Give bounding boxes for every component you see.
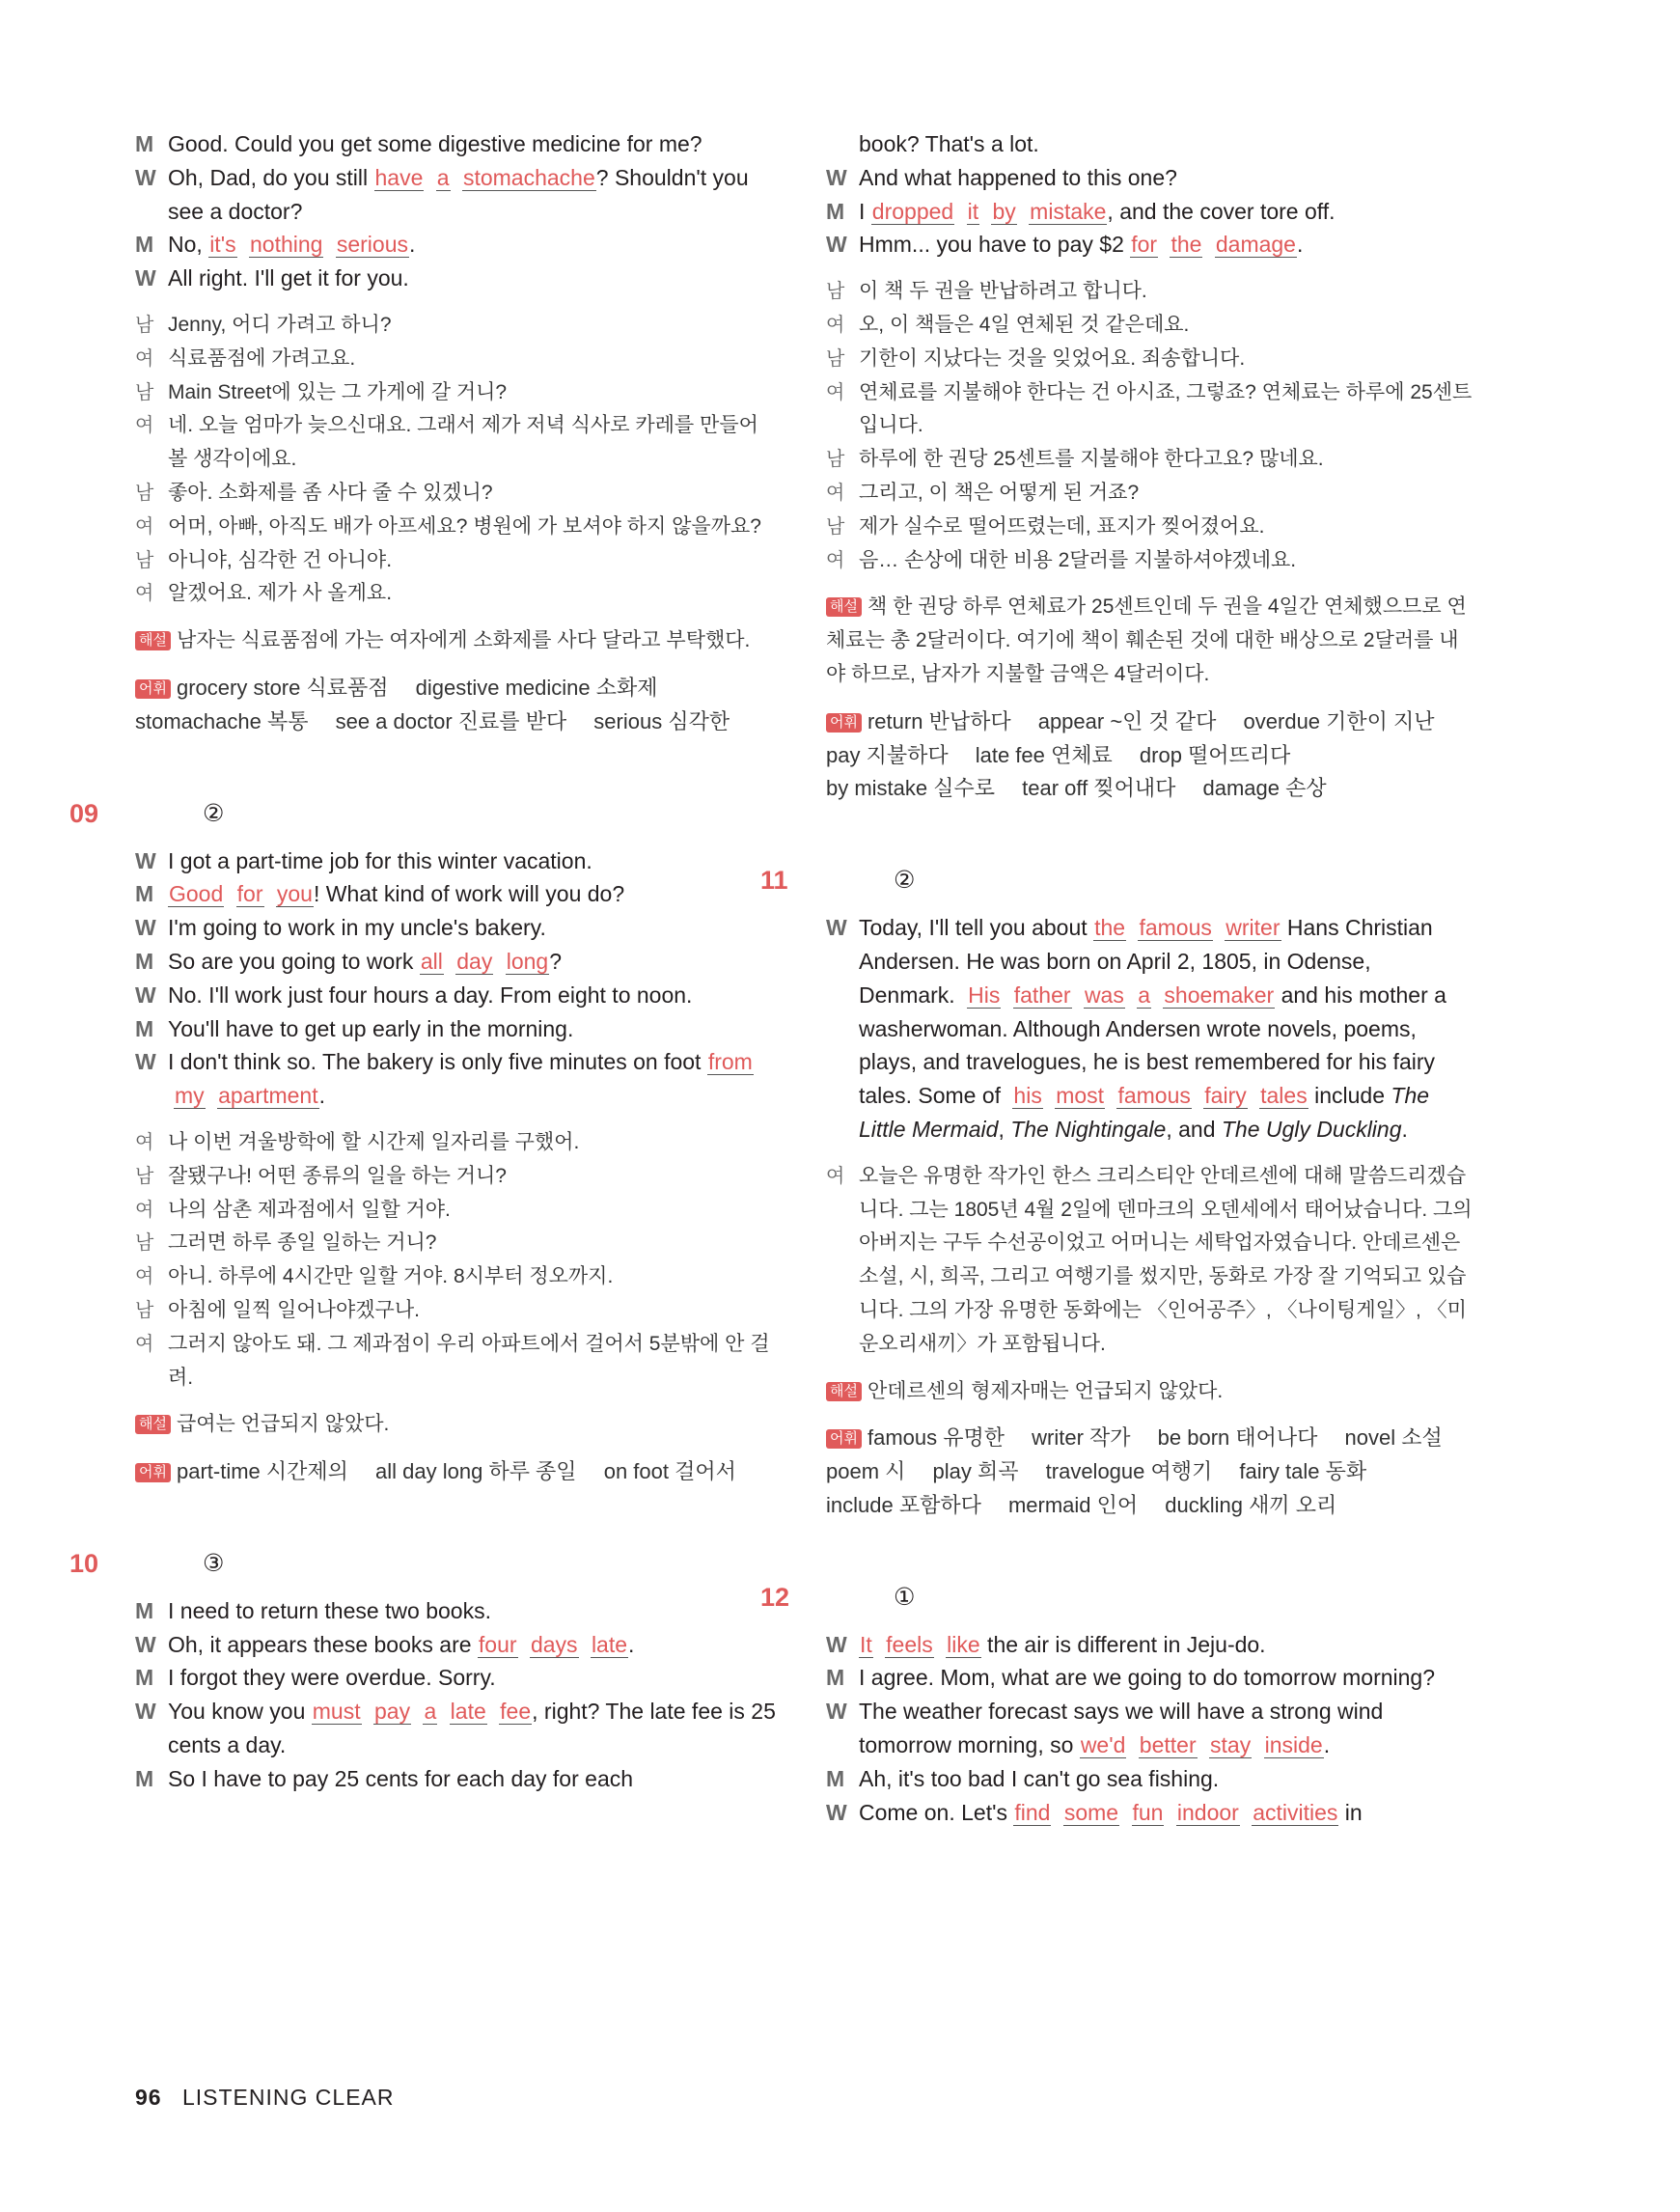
utterance: You'll have to get up early in the morning. (168, 1015, 574, 1041)
fill-in-blank: His (968, 982, 1001, 1008)
translation-text: 그러지 않아도 돼. 그 제과점이 우리 아파트에서 걸어서 5분밖에 안 걸려. (168, 1332, 770, 1389)
fill-in-blank: long (506, 948, 549, 974)
speaker-label: 남 (135, 549, 154, 571)
fill-in-blank: pay (374, 1699, 411, 1725)
translation-line (135, 376, 782, 410)
explanation: 해설 안데르센의 형제자매는 언급되지 않았다. (826, 1375, 1473, 1409)
book-title: LISTENING CLEAR (181, 2085, 395, 2110)
utterance: Oh, it appears these books are four days late. (168, 1631, 635, 1657)
speaker-label (826, 127, 859, 161)
vocab-term: mermaid 인어 (1007, 1492, 1139, 1517)
speaker-label: 여 (135, 347, 154, 370)
fill-in-blank: It (860, 1631, 872, 1657)
utterance: I forgot they were overdue. Sorry. (168, 1665, 496, 1691)
translation-text: 기한이 지났다는 것을 잊었어요. 죄송합니다. (859, 346, 1246, 370)
vocab-term: part-time 시간제의 (176, 1459, 348, 1484)
speaker-label: 여 (135, 415, 154, 437)
dialogue-line (135, 228, 782, 262)
speaker-label: 여 (135, 515, 154, 538)
fill-in-blank: days (530, 1631, 578, 1657)
right-column (760, 127, 1473, 1829)
speaker-label: 남 (135, 381, 154, 403)
utterance: book? That's a lot. (859, 131, 1039, 156)
vocab-term: all day long 하루 종일 (375, 1459, 577, 1484)
fill-in-blank: inside (1264, 1732, 1323, 1758)
fill-in-blank: late (591, 1631, 628, 1657)
utterance: Come on. Let's find some fun indoor activities in (859, 1799, 1363, 1825)
fill-in-blank: have (374, 164, 424, 190)
speaker-label: W (826, 164, 847, 190)
translation-text: 오늘은 유명한 작가인 한스 크리스티안 안데르센에 대해 말씀드리겠습니다. 그는 1805년 4월 2일에 덴마크의 오덴세에서 태어났습니다. 그의 아버지는 구두 수선공이었고 어머니는 세탁업자였습니다. 안데르센은 소설, 시, 희곡, 그리고 여행기를 썼지만, 동화로 가장 잘 기억되고 있습니다. 그의 가장 유명한 동화에는 〈인어공주〉, 〈나이팅게일〉, 〈미운오리새끼〉가 포함됩니다. (859, 1164, 1473, 1355)
fill-in-blank: father (1013, 982, 1071, 1008)
speaker-label: W (135, 1631, 156, 1657)
dialogue-line (826, 161, 1473, 195)
speaker-label: 여 (135, 1266, 154, 1288)
explanation: 해설 급여는 언급되지 않았다. (135, 1408, 782, 1442)
vocab-list (135, 672, 782, 739)
vocab-term: damage 손상 (1202, 776, 1327, 801)
translation-line (135, 477, 782, 511)
translation-line (826, 477, 1473, 511)
utterance: I'm going to work in my uncle's bakery. (168, 915, 546, 941)
translation-line (135, 544, 782, 578)
translation-text: 음… 손상에 대한 비용 2달러를 지불하셔야겠네요. (859, 548, 1297, 571)
speaker-label: W (826, 915, 847, 941)
speaker-label: W (135, 915, 156, 941)
fill-in-blank: by (992, 198, 1016, 224)
dialogue-line (826, 1628, 1473, 1662)
translation-text: 식료품점에 가려고요. (168, 346, 356, 370)
english-dialogue (135, 127, 782, 295)
speaker-label: W (826, 1799, 847, 1825)
vocab-term: famous 유명한 (867, 1425, 1005, 1451)
speaker-label: 여 (135, 1131, 154, 1153)
translation-line (135, 343, 782, 376)
question-number: 10 (69, 1548, 99, 1578)
dialogue-line (826, 1762, 1473, 1796)
fill-in-blank: serious (336, 232, 408, 258)
speaker-label: 여 (826, 549, 845, 571)
utterance: You know you must pay a late fee, right? The late fee is 25 cents a day. (168, 1699, 776, 1758)
explanation-tag: 해설 (135, 1415, 171, 1434)
english-dialogue (135, 1594, 782, 1796)
fill-in-blank: day (456, 948, 493, 974)
question-number: 12 (760, 1582, 790, 1612)
translation-text: 네. 오늘 엄마가 늦으신대요. 그래서 제가 저녁 식사로 카레를 만들어 볼 생각이에요. (168, 414, 758, 471)
vocab-term: play 희곡 (932, 1459, 1019, 1484)
utterance: It feels like the air is different in Jeju-do. (860, 1631, 1266, 1657)
question-header (69, 1547, 782, 1581)
vocab-term: duckling 새끼 오리 (1165, 1492, 1337, 1517)
q10 (69, 1547, 782, 1796)
korean-dialogue (826, 1160, 1473, 1362)
fill-in-blank: apartment (218, 1083, 318, 1109)
translation-line (135, 577, 782, 611)
translation-text: 나의 삼촌 제과점에서 일할 거야. (168, 1198, 451, 1221)
speaker-label: M (135, 1665, 154, 1691)
dialogue-line (135, 911, 782, 945)
fill-in-blank: the (1170, 232, 1202, 258)
dialogue-line (826, 1661, 1473, 1695)
fill-in-blank: my (175, 1083, 205, 1109)
translation-text: 이 책 두 권을 반납하려고 합니다. (859, 280, 1147, 303)
vocab-tag: 어휘 (826, 713, 862, 733)
question-number: 09 (69, 798, 99, 828)
speaker-label: 여 (826, 314, 845, 336)
fill-in-blank: for (1131, 232, 1158, 258)
translation-text: 그러면 하루 종일 일하는 거니? (168, 1231, 437, 1255)
fill-in-blank: famous (1117, 1083, 1191, 1109)
vocab-list (135, 1455, 782, 1489)
speaker-label: 남 (135, 1299, 154, 1321)
title-italic: The Little Mermaid (859, 1083, 1430, 1142)
utterance: I don't think so. The bakery is only five minutes on foot from my apartment. (168, 1049, 753, 1109)
dialogue-line (826, 1796, 1473, 1830)
fill-in-blank: the (1094, 915, 1126, 941)
speaker-label: M (135, 1015, 154, 1041)
fill-in-blank: was (1084, 982, 1124, 1008)
utterance: All right. I'll get it for you. (168, 265, 409, 291)
english-dialogue (826, 1628, 1473, 1830)
vocab-term: travelogue 여행기 (1045, 1459, 1213, 1484)
vocab-term: serious 심각한 (593, 708, 730, 733)
page-footer (135, 2083, 394, 2112)
speaker-label: M (135, 948, 154, 974)
fill-in-blank: a (436, 164, 450, 190)
translation-line (826, 376, 1473, 444)
utterance: I need to return these two books. (168, 1597, 491, 1623)
fill-in-blank: all (420, 948, 443, 974)
speaker-label: W (135, 1699, 156, 1725)
explanation-tag: 해설 (135, 631, 171, 650)
vocab-term: by mistake 실수로 (826, 776, 996, 801)
translation-line (826, 544, 1473, 578)
speaker-label: W (826, 1699, 847, 1725)
dialogue-line (135, 1695, 782, 1762)
fill-in-blank: a (1138, 982, 1151, 1008)
fill-in-blank: indoor (1176, 1799, 1239, 1825)
speaker-label: W (826, 1631, 847, 1657)
left-column (69, 127, 782, 1796)
fill-in-blank: fee (500, 1699, 532, 1725)
speaker-label: 남 (826, 347, 845, 370)
fill-in-blank: late (450, 1699, 486, 1725)
translation-line (135, 1160, 782, 1194)
utterance: Good for you! What kind of work will you do? (169, 881, 625, 907)
translation-line (826, 443, 1473, 477)
dialogue-line (135, 1594, 782, 1628)
korean-dialogue (135, 1126, 782, 1395)
translation-line (826, 343, 1473, 376)
translation-line (826, 309, 1473, 343)
utterance: Ah, it's too bad I can't go sea fishing. (859, 1765, 1220, 1791)
speaker-label: 남 (135, 1232, 154, 1255)
q10-continued (826, 127, 1473, 806)
dialogue-line (135, 262, 782, 295)
dialogue-line (826, 195, 1473, 229)
vocab-term: return 반납하다 (867, 708, 1011, 733)
dialogue-line (135, 127, 782, 161)
english-dialogue (135, 844, 782, 1113)
answer-mark: ① (894, 1583, 916, 1611)
utterance: So I have to pay 25 cents for each day for each (168, 1765, 634, 1791)
dialogue-line (826, 228, 1473, 262)
dialogue-line (135, 1661, 782, 1695)
speaker-label: M (826, 1765, 845, 1791)
dialogue-line (135, 945, 782, 979)
fill-in-blank: feels (886, 1631, 933, 1657)
translation-text: Jenny, 어디 가려고 하니? (168, 313, 392, 336)
vocab-term: be born 태어나다 (1157, 1425, 1318, 1451)
speaker-label: W (135, 164, 156, 190)
q08-continued (135, 127, 782, 739)
speaker-label: 여 (135, 583, 154, 605)
translation-line (135, 1227, 782, 1260)
speaker-label: 남 (135, 314, 154, 336)
translation-line (135, 1260, 782, 1294)
vocab-tag: 어휘 (135, 1463, 171, 1482)
fill-in-blank: stay (1210, 1732, 1252, 1758)
fill-in-blank: Good (169, 881, 224, 907)
question-header (760, 864, 1473, 898)
vocab-term: tear off 찢어내다 (1022, 776, 1176, 801)
fill-in-blank: from (707, 1049, 753, 1075)
speaker-label: 남 (135, 1165, 154, 1187)
utterance: So are you going to work all day long? (168, 948, 562, 974)
utterance: Good. Could you get some digestive medicine for me? (168, 131, 702, 156)
translation-text: 나 이번 겨울방학에 할 시간제 일자리를 구했어. (168, 1130, 580, 1153)
translation-line (826, 511, 1473, 544)
translation-text: Main Street에 있는 그 가게에 갈 거니? (168, 380, 508, 403)
fill-in-blank: better (1139, 1732, 1197, 1758)
translation-line (135, 1194, 782, 1228)
dialogue-line (135, 1045, 782, 1113)
fill-in-blank: find (1014, 1799, 1051, 1825)
vocab-term: on foot 걸어서 (603, 1459, 736, 1484)
fill-in-blank: shoemaker (1164, 982, 1275, 1008)
english-dialogue (826, 911, 1473, 1147)
vocab-term: pay 지불하다 (826, 742, 949, 767)
title-italic: The Ugly Duckling (1221, 1116, 1402, 1142)
korean-dialogue (826, 275, 1473, 577)
fill-in-blank: his (1013, 1083, 1042, 1109)
dialogue-line (135, 844, 782, 878)
translation-line (826, 275, 1473, 309)
utterance: I agree. Mom, what are we going to do tomorrow morning? (859, 1665, 1436, 1691)
q12 (760, 1581, 1473, 1830)
vocab-list (826, 1422, 1473, 1522)
fill-in-blank: like (947, 1631, 980, 1657)
speaker-label: M (826, 1665, 845, 1691)
fill-in-blank: it (967, 198, 979, 224)
answer-mark: ② (203, 799, 225, 827)
explanation-tag: 해설 (826, 597, 862, 617)
utterance: And what happened to this one? (859, 164, 1177, 190)
translation-text: 하루에 한 권당 25센트를 지불해야 한다고요? 많네요. (859, 448, 1324, 471)
speaker-label: M (135, 232, 154, 258)
fill-in-blank: fairy (1204, 1083, 1247, 1109)
utterance: Hmm... you have to pay $2 for the damage. (859, 232, 1304, 258)
translation-line (826, 1160, 1473, 1362)
fill-in-blank: nothing (249, 232, 323, 258)
fill-in-blank: stomachache (462, 164, 595, 190)
fill-in-blank: dropped (871, 198, 954, 224)
vocab-term: writer 작가 (1032, 1425, 1131, 1451)
translation-line (135, 1126, 782, 1160)
dialogue-line (826, 127, 1473, 161)
utterance: The weather forecast says we will have a strong wind tomorrow morning, so we'd better stay inside. (859, 1699, 1384, 1758)
vocab-term: see a doctor 진료를 받다 (335, 708, 567, 733)
speaker-label: 여 (826, 381, 845, 403)
fill-in-blank: writer (1226, 915, 1281, 941)
translation-text: 어머, 아빠, 아직도 배가 아프세요? 병원에 가 보셔야 하지 않을까요? (168, 514, 761, 538)
translation-text: 제가 실수로 떨어뜨렸는데, 표지가 찢어졌어요. (859, 514, 1265, 538)
speaker-label: 여 (135, 1333, 154, 1355)
dialogue-line (826, 1695, 1473, 1762)
speaker-label: M (135, 131, 154, 156)
speaker-label: 남 (135, 482, 154, 504)
translation-text: 잘됐구나! 어떤 종류의 일을 하는 거니? (168, 1164, 507, 1187)
translation-text: 그리고, 이 책은 어떻게 된 거죠? (859, 481, 1140, 504)
utterance: I dropped it by mistake, and the cover tore off. (859, 198, 1336, 224)
translation-text: 오, 이 책들은 4일 연체된 것 같은데요. (859, 313, 1190, 336)
answer-mark: ② (894, 867, 916, 895)
fill-in-blank: must (312, 1699, 361, 1725)
vocab-term: stomachache 복통 (135, 708, 309, 733)
speaker-label: W (135, 265, 156, 291)
dialogue-line (135, 1628, 782, 1662)
page-number: 96 (135, 2085, 162, 2110)
dialogue-line (135, 877, 782, 911)
speaker-label: M (135, 1765, 154, 1791)
utterance: Today, I'll tell you about the famous writer Hans Christian Andersen. He was born on April 2, 1805, in Odense, Denmark. His father was a shoemaker and his mother a washerwoman. Although Andersen wrote novels, poems, plays, and travelogues, he is best remembered for his fairy tales. Some of his most famous fairy tales include The Little Mermaid, The Nightingale, and The Ugly Duckling. (859, 915, 1446, 1142)
translation-text: 아니. 하루에 4시간만 일할 거야. 8시부터 정오까지. (168, 1265, 614, 1288)
speaker-label: W (826, 232, 847, 258)
dialogue-line (135, 979, 782, 1012)
speaker-label: 여 (826, 482, 845, 504)
vocab-term: fairy tale 동화 (1239, 1459, 1367, 1484)
fill-in-blank: four (478, 1631, 517, 1657)
utterance: No. I'll work just four hours a day. From eight to noon. (168, 982, 693, 1008)
translation-text: 아니야, 심각한 건 아니야. (168, 548, 393, 571)
vocab-tag: 어휘 (135, 679, 171, 699)
fill-in-blank: we'd (1080, 1732, 1126, 1758)
speaker-label: 여 (135, 1199, 154, 1221)
translation-text: 연체료를 지불해야 한다는 건 아시죠, 그렇죠? 연체료는 하루에 25센트입니다. (859, 380, 1473, 437)
q09 (69, 797, 782, 1489)
explanation-tag: 해설 (826, 1382, 862, 1401)
explanation: 해설 책 한 권당 하루 연체료가 25센트인데 두 권을 4일간 연체했으므로 연체료는 총 2달러이다. 여기에 책이 훼손된 것에 대한 배상으로 2달러를 내야 하므로, 남자가 지불할 금액은 4달러이다. (826, 595, 1467, 685)
answer-mark: ③ (203, 1549, 225, 1577)
vocab-list (826, 705, 1473, 806)
translation-text: 알겠어요. 제가 사 올게요. (168, 582, 393, 605)
speaker-label: 남 (826, 449, 845, 471)
vocab-term: include 포함하다 (826, 1492, 981, 1517)
vocab-term: poem 시 (826, 1459, 906, 1484)
fill-in-blank: famous (1139, 915, 1212, 941)
dialogue-line (826, 911, 1473, 1147)
vocab-term: drop 떨어뜨리다 (1139, 742, 1291, 767)
korean-dialogue (135, 309, 782, 611)
fill-in-blank: it's (209, 232, 236, 258)
speaker-label: 여 (826, 1165, 845, 1187)
translation-line (135, 309, 782, 343)
explanation: 해설 남자는 식료품점에 가는 여자에게 소화제를 사다 달라고 부탁했다. (135, 624, 782, 658)
question-header (760, 1581, 1473, 1615)
question-number: 11 (760, 866, 788, 896)
fill-in-blank: activities (1253, 1799, 1338, 1825)
q11 (760, 864, 1473, 1523)
dialogue-line (135, 1762, 782, 1796)
speaker-label: M (826, 198, 845, 224)
vocab-term: appear ~인 것 같다 (1037, 708, 1217, 733)
speaker-label: W (135, 982, 156, 1008)
vocab-tag: 어휘 (826, 1429, 862, 1449)
speaker-label: 남 (826, 281, 845, 303)
utterance: Oh, Dad, do you still have a stomachache? Shouldn't you see a doctor? (168, 164, 749, 224)
translation-text: 좋아. 소화제를 좀 사다 줄 수 있겠니? (168, 481, 493, 504)
vocab-term: novel 소설 (1344, 1425, 1443, 1451)
translation-line (135, 1328, 782, 1396)
vocab-term: grocery store 식료품점 (176, 675, 389, 700)
fill-in-blank: for (236, 881, 263, 907)
fill-in-blank: a (424, 1699, 437, 1725)
fill-in-blank: some (1063, 1799, 1119, 1825)
speaker-label: W (135, 847, 156, 873)
speaker-label: 남 (826, 515, 845, 538)
dialogue-line (135, 1012, 782, 1046)
utterance: No, it's nothing serious. (168, 232, 416, 258)
vocab-term: digestive medicine 소화제 (415, 675, 658, 700)
fill-in-blank: damage (1215, 232, 1296, 258)
fill-in-blank: most (1056, 1083, 1105, 1109)
title-italic: The Nightingale (1010, 1116, 1167, 1142)
translation-line (135, 1294, 782, 1328)
speaker-label: M (135, 881, 154, 907)
english-dialogue (826, 127, 1473, 262)
dialogue-line (135, 161, 782, 229)
fill-in-blank: you (276, 881, 313, 907)
question-header (69, 797, 782, 831)
utterance: I got a part-time job for this winter vacation. (168, 847, 592, 873)
speaker-label: M (135, 1597, 154, 1623)
translation-text: 아침에 일찍 일어나야겠구나. (168, 1298, 420, 1321)
fill-in-blank: mistake (1030, 198, 1107, 224)
vocab-term: overdue 기한이 지난 (1243, 708, 1435, 733)
fill-in-blank: tales (1260, 1083, 1308, 1109)
speaker-label: W (135, 1049, 156, 1075)
fill-in-blank: fun (1132, 1799, 1164, 1825)
translation-line (135, 511, 782, 544)
vocab-term: late fee 연체료 (975, 742, 1113, 767)
translation-line (135, 409, 782, 477)
